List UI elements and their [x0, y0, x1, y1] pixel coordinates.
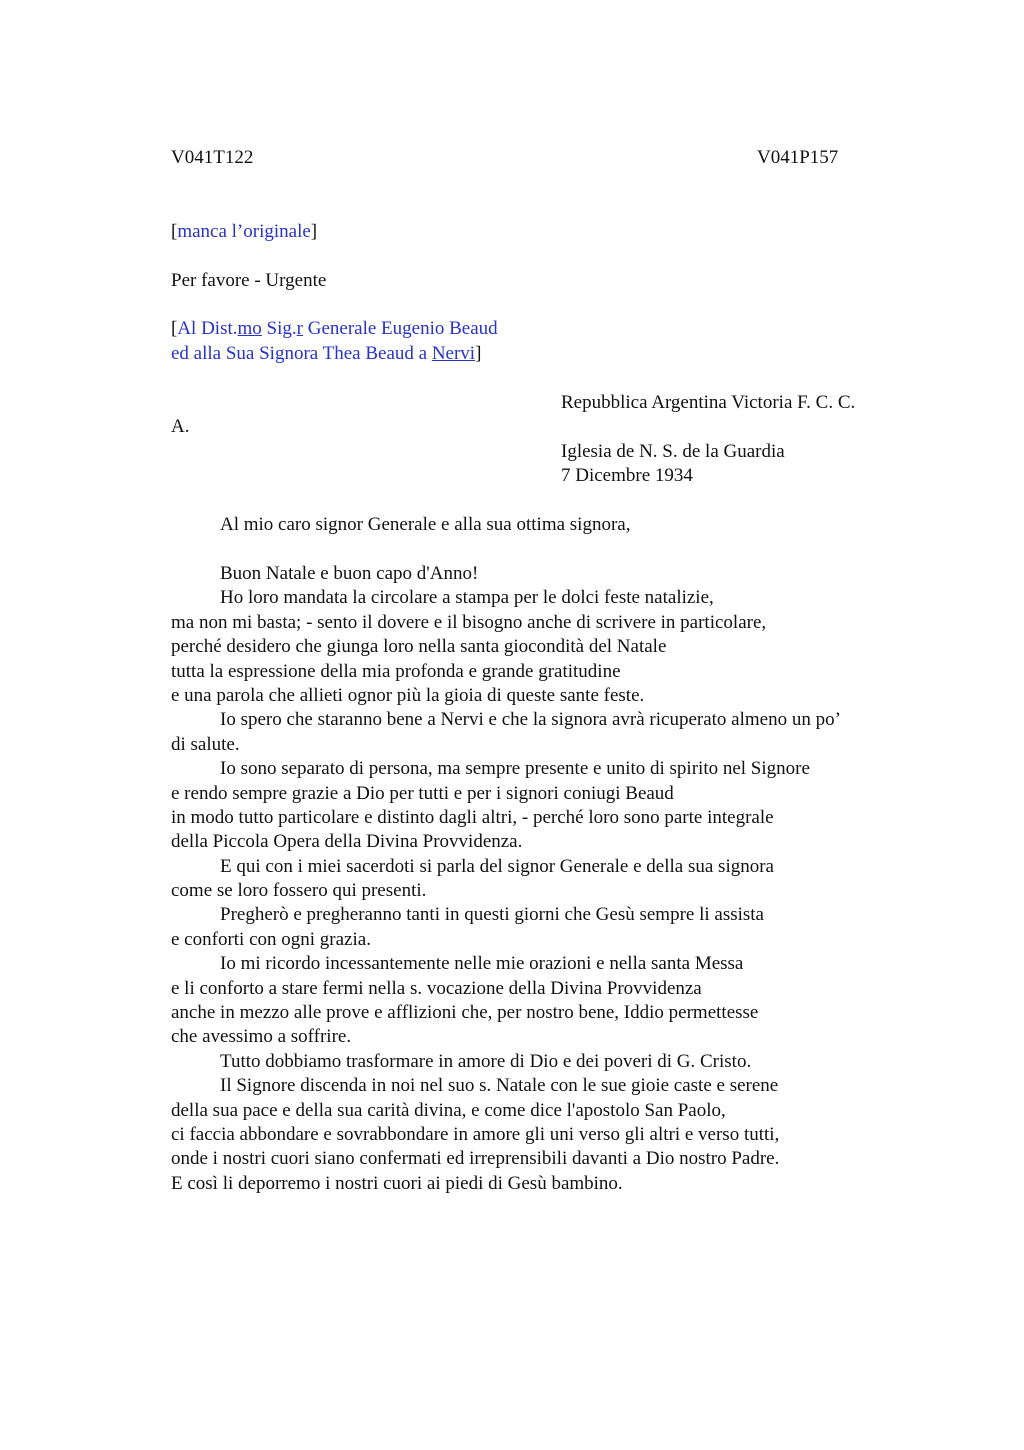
addressee-title: Al Dist. — [177, 318, 238, 339]
body-line: perché desidero che giunga loro nella santa giocondità del Natale — [171, 636, 667, 658]
body-line: Ho loro mandata la circolare a stampa per le dolci feste natalizie, — [220, 587, 714, 609]
body-line: e conforti con ogni grazia. — [171, 928, 371, 950]
addressee-place: Nervi — [431, 343, 476, 364]
urgency-line: Per favore - Urgente — [171, 270, 327, 291]
body-line: E qui con i miei sacerdoti si parla del signor Generale e della sua signora — [220, 855, 774, 877]
body-line: della sua pace e della sua carità divina, e come dice l'apostolo San Paolo, — [171, 1099, 726, 1121]
body-line: in modo tutto particolare e distinto dagli altri, - perché loro sono parte integrale — [171, 806, 774, 828]
body-line: Pregherò e pregheranno tanti in questi giorni che Gesù sempre li assista — [220, 904, 764, 926]
body-line: E così li deporremo i nostri cuori ai piedi di Gesù bambino. — [171, 1172, 623, 1194]
body-line: Io mi ricordo incessantemente nelle mie orazioni e nella santa Messa — [220, 953, 744, 975]
greeting: Buon Natale e buon capo d'Anno! — [220, 563, 479, 584]
body-line: tutta la espressione della mia profonda e grande gratitudine — [171, 660, 621, 682]
addressee-sig: Sig. — [261, 318, 297, 339]
sender-church: Iglesia de N. S. de la Guardia — [561, 441, 785, 462]
body-line: onde i nostri cuori siano confermati ed irreprensibili davanti a Dio nostro Padre. — [171, 1148, 780, 1170]
letter-body — [171, 562, 931, 1196]
body-line: Il Signore discenda in noi nel suo s. Natale con le sue gioie caste e serene — [220, 1075, 779, 1097]
body-line: che avessimo a soffrire. — [171, 1026, 352, 1048]
note-bracket-open: [ — [171, 221, 178, 242]
addressee-wife: ed alla Sua Signora Thea Beaud a — [171, 343, 432, 364]
addressee-line-1 — [171, 317, 498, 342]
body-line: Io sono separato di persona, ma sempre presente e unito di spirito nel Signore — [220, 758, 810, 780]
body-line: come se loro fossero qui presenti. — [171, 880, 427, 902]
body-line: della Piccola Opera della Divina Provvidenza. — [171, 831, 523, 853]
addressee-bracket-open: [ — [171, 318, 178, 339]
body-line: di salute. — [171, 733, 240, 755]
body-line: ma non mi basta; - sento il dovere e il bisogno anche di scrivere in particolare, — [171, 611, 767, 633]
editorial-note — [171, 220, 317, 245]
body-line: Io spero che staranno bene a Nervi e che la signora avrà ricuperato almeno un po’ — [220, 709, 841, 731]
salutation: Al mio caro signor Generale e alla sua ottima signora, — [220, 514, 631, 535]
note-text: manca l’originale — [177, 221, 311, 242]
sender-country: Repubblica Argentina Victoria F. C. C. — [561, 392, 856, 413]
sender-country-wrap: A. — [171, 416, 190, 437]
document-code-right: V041P157 — [757, 147, 839, 168]
body-line: e rendo sempre grazie a Dio per tutti e per i signori coniugi Beaud — [171, 782, 674, 804]
body-line: ci faccia abbondare e sovrabbondare in amore gli uni verso gli altri e verso tutti, — [171, 1123, 780, 1145]
addressee-name: Generale Eugenio Beaud — [302, 318, 498, 339]
note-bracket-close: ] — [310, 221, 318, 242]
body-line: Tutto dobbiamo trasformare in amore di Dio e dei poveri di G. Cristo. — [220, 1050, 752, 1072]
body-line: anche in mezzo alle prove e afflizioni che, per nostro bene, Iddio permettesse — [171, 1002, 759, 1024]
addressee-line-2 — [171, 342, 481, 367]
body-line: e una parola che allieti ognor più la gioia di queste sante feste. — [171, 684, 645, 706]
document-code-left: V041T122 — [171, 147, 254, 168]
addressee-abbrev-mo: mo — [237, 318, 262, 339]
letter-date: 7 Dicembre 1934 — [561, 465, 693, 486]
body-line: e li conforto a stare fermi nella s. vocazione della Divina Provvidenza — [171, 977, 702, 999]
addressee-abbrev-r: r — [296, 318, 303, 339]
addressee-bracket-close: ] — [475, 343, 482, 364]
